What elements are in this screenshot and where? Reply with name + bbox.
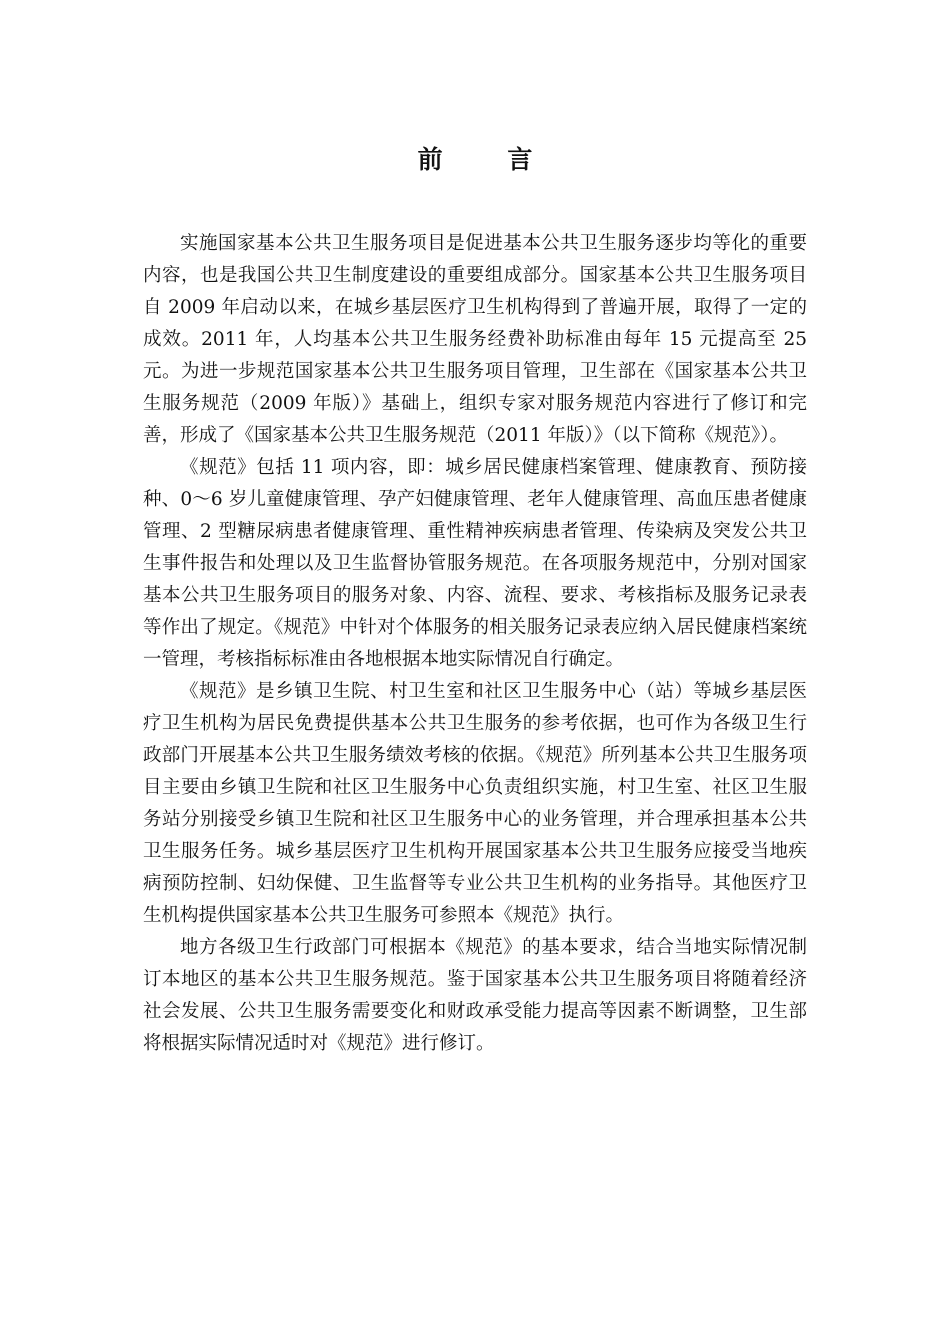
- document-body: [143, 228, 807, 1060]
- paragraph-1: 实施国家基本公共卫生服务项目是促进基本公共卫生服务逐步均等化的重要内容，也是我国公共卫生制度建设的重要组成部分。国家基本公共卫生服务项目自 2009 年启动以来，在城乡基层医疗卫生机构得到了普遍开展，取得了一定的成效。2011 年，人均基本公共卫生服务经费补助标准由每年 15 元提高至 25 元。为进一步规范国家基本公共卫生服务项目管理，卫生部在《国家基本公共卫生服务规范（2009 年版）》基础上，组织专家对服务规范内容进行了修订和完善，形成了《国家基本公共卫生服务规范（2011 年版）》（以下简称《规范》）。: [143, 233, 807, 446]
- paragraph-4: 地方各级卫生行政部门可根据本《规范》的基本要求，结合当地实际情况制订本地区的基本公共卫生服务规范。鉴于国家基本公共卫生服务项目将随着经济社会发展、公共卫生服务需要变化和财政承受能力提高等因素不断调整，卫生部将根据实际情况适时对《规范》进行修订。: [143, 937, 807, 1054]
- page-title: 前 言: [417, 145, 561, 174]
- paragraph-3: 《规范》是乡镇卫生院、村卫生室和社区卫生服务中心（站）等城乡基层医疗卫生机构为居民免费提供基本公共卫生服务的参考依据，也可作为各级卫生行政部门开展基本公共卫生服务绩效考核的依据。《规范》所列基本公共卫生服务项目主要由乡镇卫生院和社区卫生服务中心负责组织实施，村卫生室、社区卫生服务站分别接受乡镇卫生院和社区卫生服务中心的业务管理，并合理承担基本公共卫生服务任务。城乡基层医疗卫生机构开展国家基本公共卫生服务应接受当地疾病预防控制、妇幼保健、卫生监督等专业公共卫生机构的业务指导。其他医疗卫生机构提供国家基本公共卫生服务可参照本《规范》执行。: [143, 681, 807, 926]
- paragraph-2: 《规范》包括 11 项内容，即：城乡居民健康档案管理、健康教育、预防接种、0～6 岁儿童健康管理、孕产妇健康管理、老年人健康管理、高血压患者健康管理、2 型糖尿病患者健康管理、重性精神疾病患者管理、传染病及突发公共卫生事件报告和处理以及卫生监督协管服务规范。在各项服务规范中，分别对国家基本公共卫生服务项目的服务对象、内容、流程、要求、考核指标及服务记录表等作出了规定。《规范》中针对个体服务的相关服务记录表应纳入居民健康档案统一管理，考核指标标准由各地根据本地实际情况自行确定。: [143, 457, 807, 670]
